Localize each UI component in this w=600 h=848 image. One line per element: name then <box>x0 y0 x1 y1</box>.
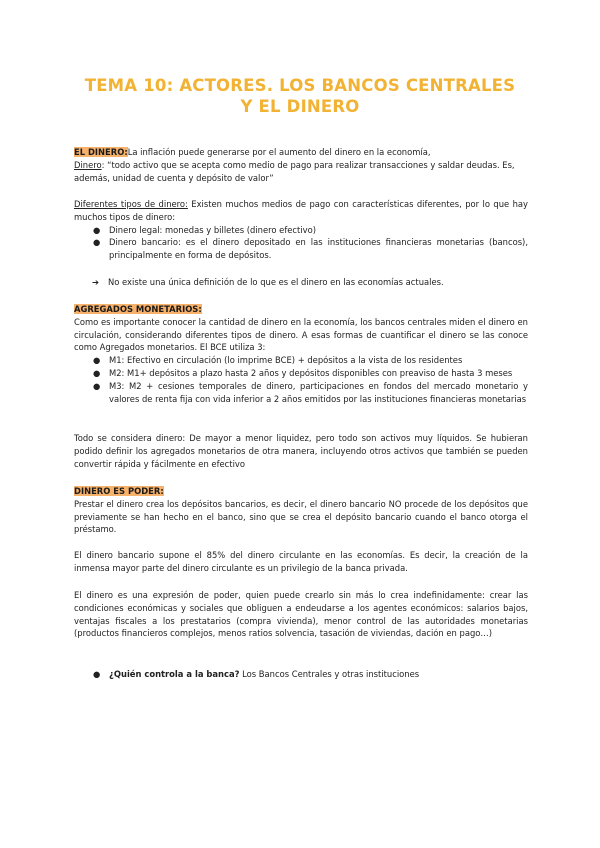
section-poder <box>74 485 528 536</box>
list-item-text: M1: Efectivo en circulación (lo imprime BCE) + depósitos a la vista de los residentes <box>109 355 463 366</box>
arrow-note <box>74 276 528 289</box>
agregados-heading: AGREGADOS MONETARIOS: <box>74 304 202 314</box>
tipos-note <box>74 276 528 289</box>
dinero-definition-label: Dinero <box>74 159 102 170</box>
dinero-intro-line <box>74 146 528 159</box>
dinero-heading: EL DINERO: <box>74 147 128 157</box>
section-dinero <box>74 146 528 184</box>
list-item-text: M3: M2 + cesiones temporales de dinero, participaciones en fondos del mercado monetario y valores de renta fija con vida inferior a 2 años emitidos por las instituciones financieras monetarias <box>109 380 528 404</box>
bullet-icon: ● <box>93 237 101 248</box>
agregados-closing: Todo se considera dinero: De mayor a menor liquidez, pero todo son activos muy líquidos. Se hubieran podido definir los agregados monetarios de otra manera, incluyendo otros activos que también se pueden convertir rápida y fácilmente en efectivo <box>74 433 528 469</box>
page-title-line-2: Y EL DINERO <box>240 97 360 116</box>
section-tipos <box>74 198 528 262</box>
list-item-text: Dinero bancario: es el dinero depositado en las instituciones financieras monetarias (bancos), principalmente en forma de depósitos. <box>109 237 528 261</box>
tipos-label: Diferentes tipos de dinero: <box>74 199 188 209</box>
list-item <box>74 668 528 681</box>
poder-heading: DINERO ES PODER: <box>74 486 164 496</box>
arrow-right-icon: ➔ <box>92 277 100 287</box>
bullet-icon: ● <box>93 355 101 366</box>
list-item-text: Dinero legal: monedas y billetes (dinero efectivo) <box>109 224 316 235</box>
dinero-definition <box>74 159 528 185</box>
agregados-paragraph: Como es importante conocer la cantidad de dinero en la economía, los bancos centrales miden el dinero en circulación, considerando diferentes tipos de dinero. A esas formas de cuantificar el dinero se las conoce como Agregados monetarios. El BCE utiliza 3: <box>74 316 528 353</box>
dinero-intro-text: La inflación puede generarse por el aumento del dinero en la economía, <box>127 147 431 157</box>
poder-question <box>74 668 528 681</box>
list-item <box>74 380 528 406</box>
list-item <box>74 354 528 367</box>
list-item <box>74 367 528 380</box>
list-item-text: M2: M1+ depósitos a plazo hasta 2 años y depósitos disponibles con preaviso de hasta 3 meses <box>109 367 513 378</box>
arrow-note-text: No existe una única definición de lo que es el dinero en las economías actuales. <box>108 277 444 287</box>
question-bold: ¿Quién controla a la banca? <box>109 669 240 679</box>
list-item <box>74 224 528 237</box>
dinero-definition-text: : “todo activo que se acepta como medio de pago para realizar transacciones y saldar deudas. Es, además, unidad de cuenta y depósito de valor” <box>74 159 515 183</box>
bullet-icon: ● <box>93 380 101 391</box>
poder-paragraph-1: Prestar el dinero crea los depósitos bancarios, es decir, el dinero bancario NO procede de los depósitos que previamente se han hecho en el banco, sino que se crea el depósito bancario cuando el banco otorga el préstamo. <box>74 498 528 535</box>
bullet-icon: ● <box>93 367 101 378</box>
page-title-line-1: TEMA 10: ACTORES. LOS BANCOS CENTRALES <box>84 76 516 95</box>
tipos-text: Existen muchos medios de pago con características diferentes, por lo que hay muchos tipos de dinero: <box>74 199 528 222</box>
poder-paragraph-2: El dinero bancario supone el 85% del dinero circulante en las economías. Es decir, la creación de la inmensa mayor parte del dinero circulante es un privilegio de la banca privada. <box>74 550 528 573</box>
question-text: Los Bancos Centrales y otras instituciones <box>239 669 420 679</box>
bullet-icon: ● <box>93 669 101 679</box>
section-agregados <box>74 303 528 405</box>
tipos-paragraph <box>74 198 528 224</box>
bullet-icon: ● <box>93 224 101 235</box>
list-item <box>74 236 528 262</box>
poder-paragraph-3: El dinero es una expresión de poder, quien puede crearlo sin más lo crea indefinidamente: crear las condiciones económicas y sociales que obliguen a endeudarse a los agentes económicos: salarios bajos, ventajas fiscales a los prestatarios (compra vivienda), menor control de las autoridades monetarias (productos financieros complejos, menos ratios solvencia, tasación de viviendas, dación en pago…) <box>74 590 528 639</box>
